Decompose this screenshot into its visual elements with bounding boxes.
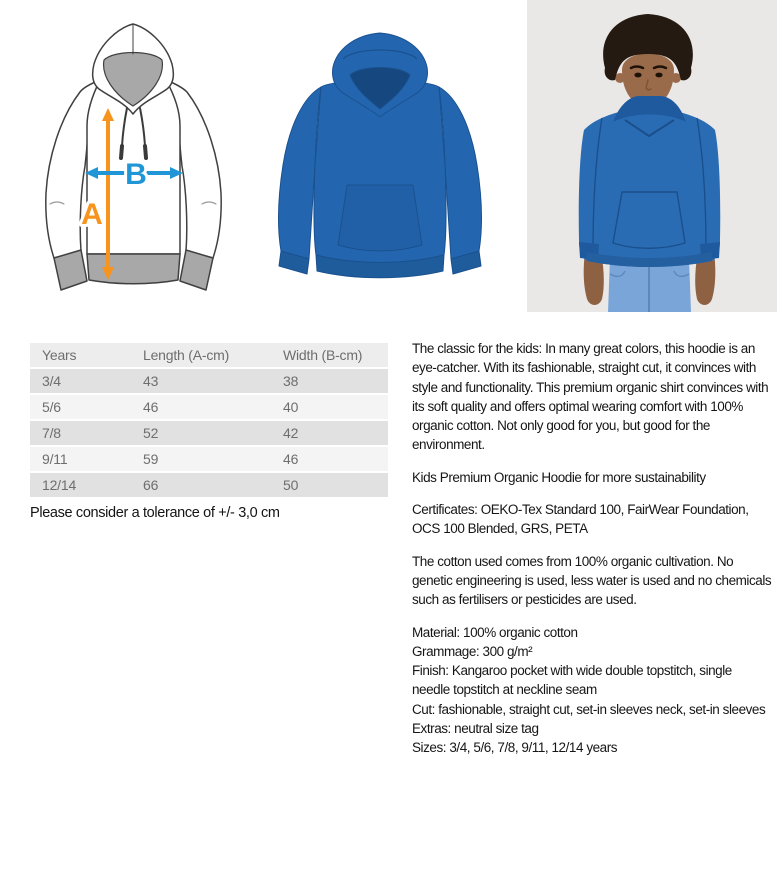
- width-label: B: [125, 158, 147, 191]
- size-table-header: [30, 343, 388, 367]
- hoodie-line-drawing: [30, 18, 250, 298]
- size-diagram-image[interactable]: [30, 18, 250, 298]
- spec-list: [412, 623, 772, 758]
- column-header: Width (B-cm): [271, 343, 388, 367]
- table-row: [30, 369, 388, 393]
- size-table: [30, 341, 388, 499]
- spec-line: Finish: Kangaroo pocket with wide double topstitch, single needle topstitch at neckline seam: [412, 663, 732, 698]
- description-paragraph: Certificates: OEKO-Tex Standard 100, FairWear Foundation, OCS 100 Blended, GRS, PETA: [412, 502, 749, 537]
- table-cell: 59: [131, 447, 271, 471]
- blue-hoodie-illustration: [255, 15, 505, 280]
- model-photo[interactable]: [527, 0, 777, 312]
- table-cell: 9/11: [30, 447, 131, 471]
- table-row: [30, 421, 388, 445]
- column-header: Years: [30, 343, 131, 367]
- spec-line: Grammage: 300 g/m²: [412, 643, 533, 659]
- table-cell: 40: [271, 395, 388, 419]
- table-cell: 46: [271, 447, 388, 471]
- table-cell: 46: [131, 395, 271, 419]
- spec-line: Sizes: 3/4, 5/6, 7/8, 9/11, 12/14 years: [412, 740, 618, 756]
- table-cell: 43: [131, 369, 271, 393]
- description-paragraph: The classic for the kids: In many great colors, this hoodie is an eye-catcher. With its fashionable, straight cut, it convinces with style and functionality. This premium organic shirt convinces with its soft quality and offers optimal wearing comfort with 100% organic cotton. Not only good for you, but good for the environment.: [412, 341, 769, 453]
- description-paragraph: Kids Premium Organic Hoodie for more sustainability: [412, 469, 706, 485]
- product-description: [412, 339, 772, 758]
- table-cell: 42: [271, 421, 388, 445]
- table-row: [30, 473, 388, 497]
- tolerance-note: Please consider a tolerance of +/- 3,0 cm: [30, 505, 280, 521]
- table-cell: 3/4: [30, 369, 131, 393]
- size-table-body: [30, 369, 388, 497]
- table-cell: 5/6: [30, 395, 131, 419]
- column-header: Length (A-cm): [131, 343, 271, 367]
- header-row: [30, 343, 388, 367]
- product-photo[interactable]: [255, 15, 505, 280]
- description-paragraphs: [412, 339, 772, 610]
- table-cell: 7/8: [30, 421, 131, 445]
- table-cell: 50: [271, 473, 388, 497]
- table-cell: 12/14: [30, 473, 131, 497]
- spec-line: Cut: fashionable, straight cut, set-in sleeves neck, set-in sleeves: [412, 701, 766, 717]
- length-label: A: [81, 198, 103, 231]
- description-paragraph: The cotton used comes from 100% organic cultivation. No genetic engineering is used, less water is used and no chemicals such as fertilisers or pesticides are used.: [412, 553, 772, 608]
- size-table-section: [30, 341, 388, 499]
- spec-line: Extras: neutral size tag: [412, 721, 539, 737]
- table-cell: 52: [131, 421, 271, 445]
- table-cell: 38: [271, 369, 388, 393]
- table-cell: 66: [131, 473, 271, 497]
- table-row: [30, 395, 388, 419]
- kid-model-illustration: [527, 0, 777, 312]
- spec-line: Material: 100% organic cotton: [412, 624, 578, 640]
- table-row: [30, 447, 388, 471]
